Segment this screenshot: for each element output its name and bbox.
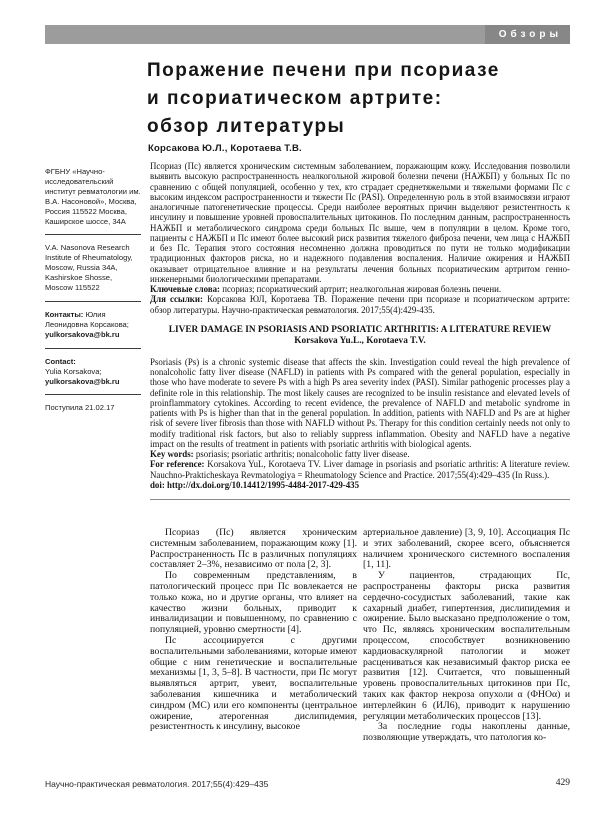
sidebar-divider [45, 234, 141, 235]
contact-en-name: Yulia Korsakova; [45, 366, 102, 376]
frontmatter [150, 161, 570, 500]
body-column-left [150, 528, 357, 733]
contact-en-email: yulkorsakova@bk.ru [45, 376, 120, 386]
footer-journal-reference: Научно-практическая ревматология. 2017;55(4):429–435 [45, 779, 269, 789]
title-en: LIVER DAMAGE IN PSORIASIS AND PSORIATIC ARTHRITIS: A LITERATURE REVIEW [168, 324, 552, 335]
body-column-right [363, 528, 570, 744]
sidebar [45, 167, 141, 413]
title-en-block [150, 325, 570, 348]
reference-en-label: For reference: [150, 459, 205, 470]
affiliation-ru: ФГБНУ «Научно-исследовательский институт ревматологии им. В.А. Насоновой», Москва, Россия 115522 Москва, Каширское шоссе, 34А [45, 167, 141, 226]
keywords-ru-text: псориаз; псориатический артрит; неалкогольная жировая болезнь печени. [220, 284, 502, 294]
sidebar-divider [45, 394, 141, 395]
authors-en: Korsakova Yu.L., Korotaeva T.V. [294, 336, 426, 347]
keywords-ru [150, 284, 570, 294]
article-title [147, 57, 567, 141]
keywords-ru-label: Ключевые слова: [150, 284, 221, 294]
footer-page-number: 429 [555, 778, 570, 788]
contact-ru [45, 310, 141, 340]
contact-ru-label: Контакты: [45, 309, 84, 319]
reference-en [150, 459, 570, 480]
affiliation-en: V.A. Nasonova Research Institute of Rheumatology, Moscow, Russia 34A, Kashirskoe Shosse, Moscow 115522 [45, 243, 133, 293]
article-title-line2: и псориатическом артрите: [147, 88, 443, 109]
body-paragraph: По современным представлениям, в патологический процесс при Пс вовлекается не только кожа, но и другие органы, что влияет на качество жизни больных, приводит к инвалидизации и повышенному, по сравнению с популяцией, уровню смертности [4]. [150, 570, 357, 636]
contact-en-label: Contact: [45, 356, 76, 366]
contact-en [45, 357, 141, 387]
article-title-line1: Поражение печени при псориазе [147, 60, 500, 81]
keywords-en-text: psoriasis; psoriatic arthritis; nonalcoholic fatty liver disease. [193, 449, 410, 459]
sidebar-divider [45, 301, 141, 302]
keywords-en [150, 449, 570, 459]
body-paragraph: Пс ассоциируется с другими воспалительными заболеваниями, которые имеют общие с ним генетические и воспалительные механизмы [1, 3, 5–8]. В частности, при Пс могут выявляться артрит, увеит, воспалительные заболевания кишечника и метаболический синдром (МС) или его компоненты (центральное ожирение, атерогенная дислипидемия, резистентность к инсулину, высокое [150, 634, 357, 733]
body-paragraph: У пациентов, страдающих Пс, распространены факторы риска развития сердечно-сосудистых заболеваний, такие как сахарный диабет, гипертензия, дислипидемия и ожирение. Было высказано предположение о том, что Пс, являясь хроническим воспалительным процессом, способствует возникновению кардиоваскулярной патологии и может расцениваться как независимый фактор риска ее развития [12]. Считается, что повышенный уровень провоспалительных цитокинов при Пс, таких как фактор некроза опухоли α (ФНОα) и интерлейкин 6 (ИЛ6), приводит к нарушению регуляции метаболических процессов [13]. [363, 570, 570, 722]
section-label: Обзоры [485, 25, 570, 44]
received-date: Поступила 21.02.17 [45, 403, 115, 413]
article-title-line3: обзор литературы [147, 116, 346, 137]
citation-ru-text: Корсакова ЮЛ, Коротаева ТВ. Поражение печени при псориазе и псориатическом артрите: обзор литературы. Научно-практическая ревматология. 2017;55(4):429-435. [150, 294, 571, 315]
doi-line: doi: http://dx.doi.org/10.14412/1995-4484-2017-429-435 [150, 479, 360, 490]
keywords-en-label: Key words: [150, 449, 194, 459]
reference-en-text: Korsakova YuL, Korotaeva TV. Liver damage in psoriasis and psoriatic arthritis: A literature review. Nauchno-Prakticheskaya Revmatologiya = Rheumatology Science and Practice. 2017;55(4):429–435 (In Russ.). [150, 459, 570, 480]
section-bar [45, 25, 570, 44]
abstract-en: Psoriasis (Ps) is a chronic systemic disease that affects the skin. Investigation could reveal the high prevalence of nonalcoholic fatty liver disease (NAFLD) in patients with Ps compared with the general population, especially in those who have moderate to severe Ps with a high Ps area severity index (PASI). Similar pathogenic processes play a definite role in this relationship. The most likely causes are recognized to be insulin resistance and elevated levels of proinflammatory cytokines. According to recent evidence, the prevalence of NAFLD and metabolic syndrome in patients with Ps is higher than that in the general population. In addition, patients with NAFLD and Ps are at higher risk of severe liver fibrosis than those with NAFLD without Ps. Therapy for this condition certainly needs not only to modify traditional risk factors, but also to reliably suppress inflammation. Obesity and NAFLD have a negative impact on the results of treatment in patients with psoriatic arthritis with biological agents. [150, 356, 570, 449]
contact-ru-name: Юлия Леонидовна Корсакова; [45, 309, 129, 329]
body-paragraph-continuation: артериальное давление) [3, 9, 10]. Ассоциация Пс и этих заболеваний, скорее всего, объясняется наличием хронического системного воспаления [1, 11]. [363, 527, 570, 571]
citation-ru [150, 294, 570, 315]
sidebar-divider [45, 348, 141, 349]
body-paragraph: За последние годы накоплены данные, позволяющие утверждать, что патология ко- [363, 721, 570, 744]
authors-ru: Корсакова Ю.Л., Коротаева Т.В. [148, 143, 302, 154]
abstract-ru: Псориаз (Пс) является хроническим системным заболеванием, поражающим кожу. Исследования позволили выявить высокую распространенность неалкогольной жировой болезни печени (НАЖБП) у больных Пс по сравнению с общей популяцией, особенно у тех, кто страдает среднетяжелыми и тяжелыми формами Пс с высоким индексом распространенности и тяжести Пс (PASI). Определенную роль в этой взаимосвязи играют аналогичные патогенетические процессы. Среди наиболее вероятных причин выделяют резистентность к инсулину и повышение уровней провоспалительных цитокинов. По последним данным, распространенность НАЖБП и метаболического синдрома среди больных Пс выше, чем в популяции в целом. Кроме того, пациенты с НАЖБП и Пс имеют более высокий риск развития тяжелого фиброза печени, чем лица с НАЖБП и без Пс. Терапия этого состояния несомненно должна проводиться по пути не только модификации традиционных факторов риска, но и надежного подавления воспаления. Наличие ожирения и НАЖБП оказывает отрицательное влияние и на результаты лечения больных псориатическим артритом генно-инженерными биологическими препаратами. [150, 161, 570, 284]
citation-ru-label: Для ссылки: [150, 294, 203, 305]
contact-ru-email: yulkorsakova@bk.ru [45, 329, 120, 339]
body-paragraph: Псориаз (Пс) является хроническим системным заболеванием, поражающим кожу [1]. Распространенность Пс в различных популяциях составляет 2–3%, независимо от пола [2, 3]. [150, 527, 357, 571]
front-matter-divider [150, 499, 570, 500]
